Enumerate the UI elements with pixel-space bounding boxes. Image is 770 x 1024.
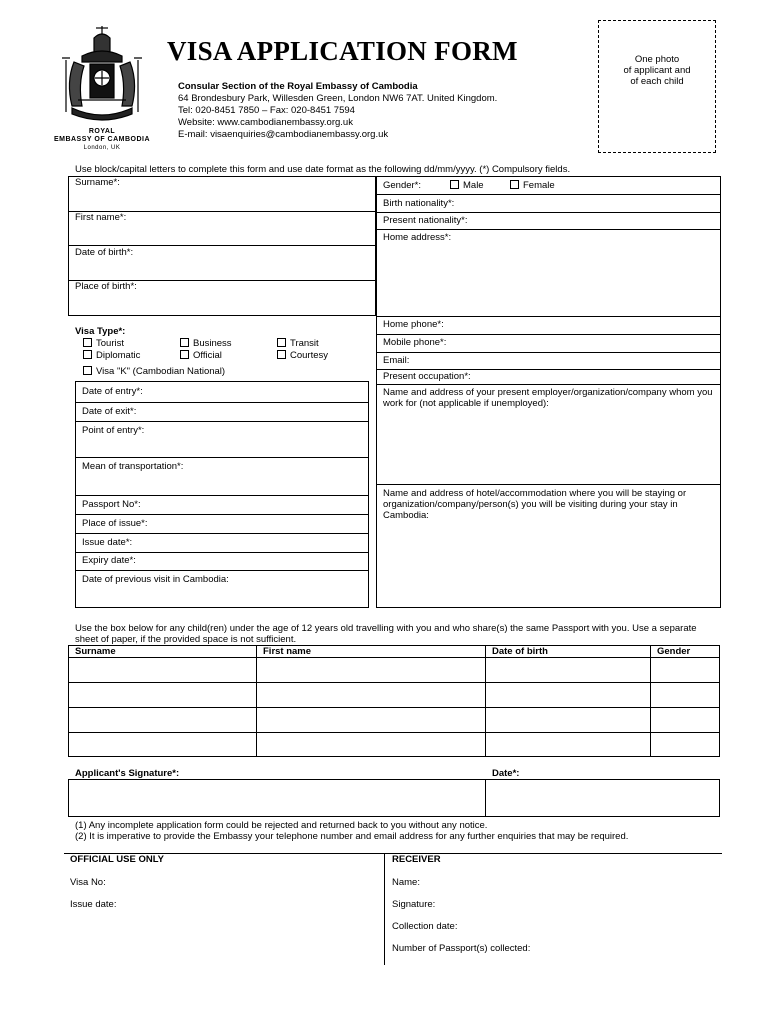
expiry-date-field[interactable]: Expiry date*: [82, 555, 136, 566]
emblem-caption-line-1: ROYAL [88, 128, 116, 135]
visa-option-tourist[interactable] [83, 338, 124, 349]
business-label: Business [193, 338, 232, 349]
receiver-name: Name: [392, 877, 420, 888]
point-of-entry-field[interactable]: Point of entry*: [82, 425, 145, 436]
visa-k-checkbox[interactable] [83, 366, 92, 375]
visa-type-heading: Visa Type*: [75, 326, 126, 337]
photo-note-line-3: of each child [630, 76, 684, 87]
present-nationality-field[interactable]: Present nationality*: [383, 215, 468, 226]
hotel-field[interactable]: Name and address of hotel/accommodation where you will be staying or organization/company/person(s) you will be visiting during your stay in Cambodia: [383, 488, 687, 521]
visa-k-label: Visa "K" (Cambodian National) [96, 366, 226, 377]
first-name-field[interactable]: First name*: [75, 212, 127, 223]
transport-field[interactable]: Mean of transportation*: [82, 461, 184, 472]
children-col-gender: Gender [657, 646, 691, 657]
transit-checkbox[interactable] [277, 338, 286, 347]
receiver-passports-collected: Number of Passport(s) collected: [392, 943, 531, 954]
pob-field[interactable]: Place of birth*: [75, 281, 137, 292]
gender-label: Gender*: [383, 180, 422, 191]
date-of-exit-field[interactable]: Date of exit*: [82, 406, 137, 417]
photo-box[interactable] [598, 20, 716, 153]
receiver-heading: RECEIVER [392, 854, 441, 865]
official-use-heading: OFFICIAL USE ONLY [70, 854, 164, 865]
visa-option-transit[interactable] [277, 338, 319, 349]
tourist-checkbox[interactable] [83, 338, 92, 347]
children-col-surname: Surname [75, 646, 116, 657]
male-checkbox[interactable] [450, 180, 459, 189]
embassy-website[interactable]: Website: www.cambodianembassy.org.uk [178, 117, 353, 128]
note-2: (2) It is imperative to provide the Embassy your telephone number and email address for any further enquiries that may be required. [75, 831, 629, 842]
personal-details-left [68, 176, 376, 316]
instructions: Use block/capital letters to complete this form and use date format as the following dd/mm/yyyy. (*) Compulsory fields. [75, 164, 571, 175]
home-address-field[interactable]: Home address*: [383, 232, 452, 243]
diplomatic-checkbox[interactable] [83, 350, 92, 359]
female-label: Female [523, 180, 555, 191]
mobile-phone-field[interactable]: Mobile phone*: [383, 337, 447, 348]
gender-field [383, 180, 421, 191]
official-issue-date: Issue date: [70, 899, 117, 910]
visa-option-courtesy[interactable] [277, 350, 328, 361]
male-label: Male [463, 180, 484, 191]
signature-date-label: Date*: [492, 768, 520, 779]
emblem-caption-line-2: EMBASSY OF CAMBODIA [53, 136, 151, 143]
employer-field[interactable]: Name and address of your present employer/organization/company whom you work for (not applicable if unemployed): [383, 387, 713, 409]
business-checkbox[interactable] [180, 338, 189, 347]
royal-crest-icon [52, 22, 152, 134]
transit-label: Transit [290, 338, 319, 349]
female-checkbox[interactable] [510, 180, 519, 189]
gender-male-option[interactable] [450, 180, 484, 191]
embassy-email[interactable]: E-mail: visaenquiries@cambodianembassy.org.uk [178, 129, 389, 140]
consular-heading: Consular Section of the Royal Embassy of Cambodia [178, 81, 418, 92]
emblem-caption [44, 128, 160, 152]
previous-visit-field[interactable]: Date of previous visit in Cambodia: [82, 574, 229, 585]
embassy-emblem [52, 22, 152, 134]
gender-female-option[interactable] [510, 180, 555, 191]
signature-box[interactable] [68, 779, 720, 817]
receiver-signature: Signature: [392, 899, 436, 910]
visa-option-business[interactable] [180, 338, 232, 349]
issue-date-field[interactable]: Issue date*: [82, 537, 133, 548]
courtesy-label: Courtesy [290, 350, 329, 361]
embassy-contact [178, 81, 497, 141]
children-table [68, 645, 720, 757]
photo-note-line-2: of applicant and [623, 65, 691, 76]
present-occupation-field[interactable]: Present occupation*: [383, 371, 471, 382]
children-note: Use the box below for any child(ren) under the age of 12 years old travelling with you and who share(s) the same Passport with you. Use a separate sheet of paper, if the provided space is not sufficient. [75, 623, 697, 645]
children-col-first-name: First name [263, 646, 312, 657]
note-1: (1) Any incomplete application form could be rejected and returned back to you without any notice. [75, 820, 488, 831]
official-label: Official [193, 350, 222, 361]
receiver-collection-date: Collection date: [392, 921, 458, 932]
official-visa-no: Visa No: [70, 877, 106, 888]
home-phone-field[interactable]: Home phone*: [383, 319, 444, 330]
form-title: VISA APPLICATION FORM [167, 36, 518, 66]
embassy-tel-fax: Tel: 020-8451 7850 – Fax: 020-8451 7594 [178, 105, 355, 116]
courtesy-checkbox[interactable] [277, 350, 286, 359]
children-col-dob: Date of birth [492, 646, 548, 657]
diplomatic-label: Diplomatic [96, 350, 141, 361]
email-field[interactable]: Email: [383, 355, 410, 366]
place-of-issue-field[interactable]: Place of issue*: [82, 518, 148, 529]
photo-note [599, 54, 715, 87]
visa-option-k[interactable] [83, 366, 225, 377]
applicant-signature-label: Applicant's Signature*: [75, 768, 180, 779]
surname-field[interactable]: Surname*: [75, 177, 120, 188]
embassy-address: 64 Brondesbury Park, Willesden Green, London NW6 7AT. United Kingdom. [178, 93, 498, 104]
photo-note-line-1: One photo [634, 54, 680, 65]
birth-nationality-field[interactable]: Birth nationality*: [383, 198, 455, 209]
official-checkbox[interactable] [180, 350, 189, 359]
dob-field[interactable]: Date of birth*: [75, 247, 134, 258]
visa-option-diplomatic[interactable] [83, 350, 140, 361]
passport-no-field[interactable]: Passport No*: [82, 499, 141, 510]
emblem-caption-line-3: London, UK [83, 145, 121, 151]
visa-option-official[interactable] [180, 350, 222, 361]
tourist-label: Tourist [96, 338, 124, 349]
date-of-entry-field[interactable]: Date of entry*: [82, 386, 143, 397]
